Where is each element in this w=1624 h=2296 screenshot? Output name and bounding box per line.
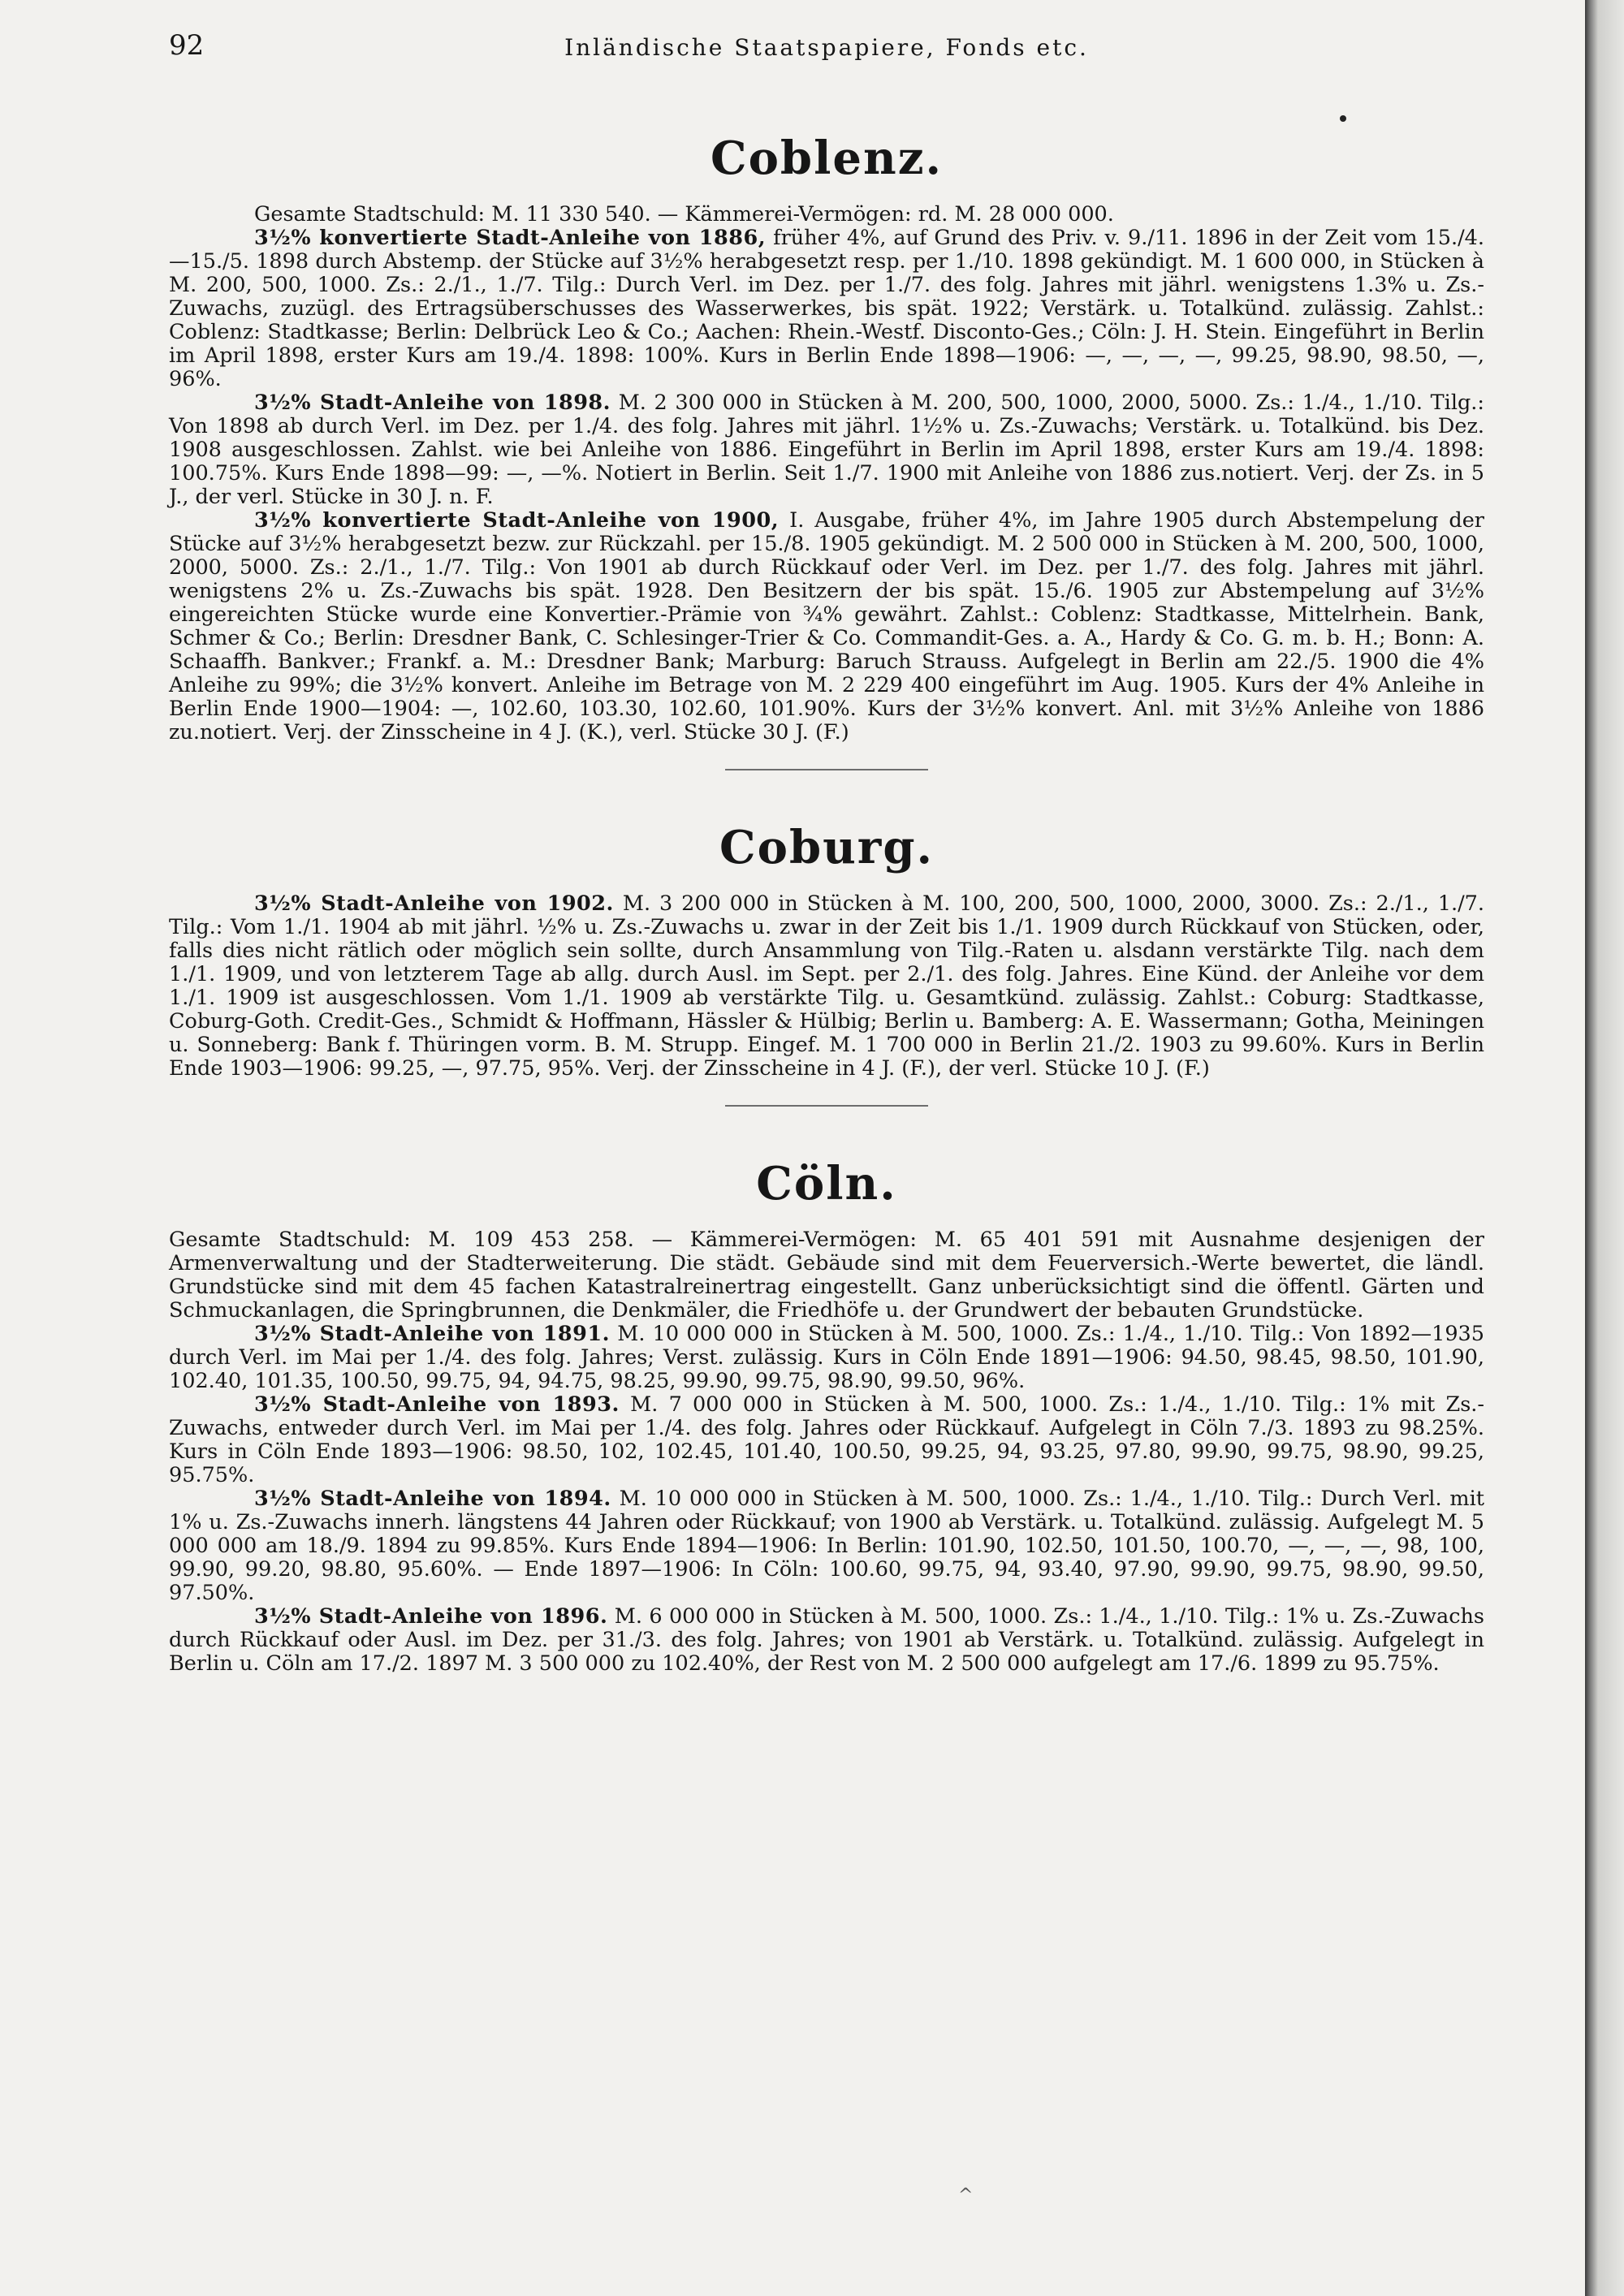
city-title-coeln: Cöln.: [756, 1157, 897, 1211]
loan-entry: [169, 1487, 1484, 1605]
running-title: Inländische Staatspapiere, Fonds etc.: [564, 34, 1089, 61]
loan-text: M. 10 000 000 in Stücken à M. 500, 1000. Zs.: 1./4., 1./10. Tilg.: Durch Verl. mit 1% u. Zs.-Zuwachs innerh. längstens 44 Jahren oder Rückkauf; von 1900 ab Verstärk. u. Totalkünd. zulässig. Aufgelegt M. 5 000 000 am 18./9. 1894 zu 99.85%. Kurs Ende 1894—1906: In Berlin: 101.90, 102.50, 101.50, 100.70, —, —, —, 98, 100, 99.90, 99.20, 98.80, 95.60%. — Ende 1897—1906: In Cöln: 100.60, 99.75, 94, 93.40, 97.90, 99.90, 99.75, 98.90, 99.50, 97.50%.: [169, 1487, 1485, 1605]
running-header: [169, 24, 1484, 73]
loan-text: M. 7 000 000 in Stücken à M. 500, 1000. Zs.: 1./4., 1./10. Tilg.: 1% mit Zs.-Zuwachs, entweder durch Verl. im Mai per 1./4. des folg. Jahres oder Rückkauf. Aufgelegt in Cöln 7./3. 1893 zu 98.25%. Kurs in Cöln Ende 1893—1906: 98.50, 102, 102.45, 101.40, 100.50, 99.25, 94, 93.25, 97.80, 99.90, 99.75, 98.90, 99.25, 95.75%.: [169, 1392, 1484, 1487]
page-number: 92: [169, 29, 205, 62]
loan-text: M. 6 000 000 in Stücken à M. 500, 1000. Zs.: 1./4., 1./10. Tilg.: 1% u. Zs.-Zuwachs durch Rückkauf oder Ausl. im Dez. per 31./3. des folg. Jahres; von 1901 ab Verstärk. u. Totalkünd. zulässig. Aufgelegt in Berlin u. Cöln am 17./2. 1897 M. 3 500 000 zu 102.40%, der Rest von M. 2 500 000 aufgelegt am 17./6. 1899 zu 95.75%.: [169, 1604, 1485, 1676]
loan-heading: 3½% Stadt-Anleihe von 1894.: [254, 1487, 611, 1511]
city-title-coblenz: Coblenz.: [710, 132, 943, 185]
loan-entry: [169, 1605, 1484, 1676]
loan-text: früher 4%, auf Grund des Priv. v. 9./11. 1896 in der Zeit vom 15./4.—15./5. 1898 durch Abstemp. der Stücke auf 3½% herabgesetzt resp. per 1./10. 1898 gekündigt. M. 1 600 000, in Stücken à M. 200, 500, 1000. Zs.: 2./1., 1./7. Tilg.: Durch Verl. im Dez. per 1./7. des folg. Jahres mit jährl. wenigstens 1.3% u. Zs.-Zuwachs, zuzügl. des Ertragsüberschusses des Wasserwerkes, bis spät. 1922; Verstärk. u. Totalkünd. zulässig. Zahlst.: Coblenz: Stadtkasse; Berlin: Delbrück Leo & Co.; Aachen: Rhein.-Westf. Disconto-Ges.; Cöln: J. H. Stein. Eingeführt in Berlin im April 1898, erster Kurs am 19./4. 1898: 100%. Kurs in Berlin Ende 1898—1906: —, —, —, —, 99.25, 98.90, 98.50, —, 96%.: [169, 226, 1484, 391]
loan-text: M. 10 000 000 in Stücken à M. 500, 1000. Zs.: 1./4., 1./10. Tilg.: Von 1892—1935 durch Verl. im Mai per 1./4. des folg. Jahres; Verst. zulässig. Kurs in Cöln Ende 1891—1906: 94.50, 98.45, 98.50, 101.90, 102.40, 101.35, 100.50, 99.75, 94, 94.75, 98.25, 99.90, 99.75, 98.90, 99.50, 96%.: [169, 1322, 1484, 1393]
city-title-coburg: Coburg.: [719, 821, 934, 874]
loan-text: M. 3 200 000 in Stücken à M. 100, 200, 500, 1000, 2000, 3000. Zs.: 2./1., 1./7. Tilg.: Vom 1./1. 1904 ab mit jährl. ½% u. Zs.-Zuwachs u. zwar in der Zeit bis 1./1. 1909 durch Rückkauf von Stücken, oder, falls dies nicht rätlich oder möglich sein sollte, durch Ansammlung von Tilg.-Raten u. alsdann verstärkte Tilg. nach dem 1./1. 1909, und von letzterem Tage ab allg. durch Ausl. im Sept. per 2./1. des folg. Jahres. Eine Künd. der Anleihe vor dem 1./1. 1909 ist ausgeschlossen. Vom 1./1. 1909 ab verstärkte Tilg. u. Gesamtkünd. zulässig. Zahlst.: Coburg: Stadtkasse, Coburg-Goth. Credit-Ges., Schmidt & Hoffmann, Hässler & Hülbig; Berlin u. Bamberg: A. E. Wassermann; Gotha, Meiningen u. Sonneberg: Bank f. Thüringen vorm. B. M. Strupp. Eingef. M. 1 700 000 in Berlin 21./2. 1903 zu 99.60%. Kurs in Berlin Ende 1903—1906: 99.25, —, 97.75, 95%. Verj. der Zinsscheine in 4 J. (F.), der verl. Stücke 10 J. (F.): [169, 891, 1484, 1081]
section-coblenz: [169, 132, 1484, 770]
loan-entry: [169, 227, 1484, 391]
loan-entry: [169, 391, 1484, 509]
coblenz-intro: Gesamte Stadtschuld: M. 11 330 540. — Kämmerei-Vermögen: rd. M. 28 000 000.: [254, 202, 1114, 227]
scan-edge-shadow: [1585, 0, 1624, 2296]
scan-mark: ^: [958, 2186, 974, 2206]
loan-heading: 3½% konvertierte Stadt-Anleihe von 1900,: [254, 508, 780, 533]
loan-heading: 3½% konvertierte Stadt-Anleihe von 1886,: [254, 226, 767, 250]
loan-heading: 3½% Stadt-Anleihe von 1902.: [254, 891, 614, 916]
loan-entry: [169, 1393, 1484, 1487]
loan-heading: 3½% Stadt-Anleihe von 1893.: [254, 1392, 620, 1417]
loan-entry: [169, 892, 1484, 1081]
loan-text: I. Ausgabe, früher 4%, im Jahre 1905 durch Abstempelung der Stücke auf 3½% herabgesetzt bezw. zur Rückzahl. per 15./8. 1905 gekündigt. M. 2 500 000 in Stücken à M. 200, 500, 1000, 2000, 5000. Zs.: 2./1., 1./7. Tilg.: Von 1901 ab durch Rückkauf oder Verl. im Dez. per 1./7. des folg. Jahres mit jährl. wenigstens 2% u. Zs.-Zuwachs bis spät. 1928. Den Besitzern der bis spät. 15./6. 1905 zur Abstempelung auf 3½% eingereichten Stücke wurde eine Konvertier.-Prämie von ¾% gewährt. Zahlst.: Coblenz: Stadtkasse, Mittelrhein. Bank, Schmer & Co.; Berlin: Dresdner Bank, C. Schlesinger-Trier & Co. Commandit-Ges. a. A., Hardy & Co. G. m. b. H.; Bonn: A. Schaaffh. Bankver.; Frankf. a. M.: Dresdner Bank; Marburg: Baruch Strauss. Aufgelegt in Berlin am 22./5. 1900 die 4% Anleihe zu 99%; die 3½% konvert. Anleihe im Betrage von M. 2 229 400 eingeführt im Aug. 1905. Kurs der 4% Anleihe in Berlin Ende 1900—1904: —, 102.60, 103.30, 102.60, 101.90%. Kurs der 3½% konvert. Anl. mit 3½% Anleihe von 1886 zu.notiert. Verj. der Zinsscheine in 4 J. (K.), verl. Stücke 30 J. (F.): [169, 508, 1484, 744]
loan-text: M. 2 300 000 in Stücken à M. 200, 500, 1000, 2000, 5000. Zs.: 1./4., 1./10. Tilg.: Von 1898 ab durch Verl. im Dez. per 1./4. des folg. Jahres mit jährl. 1½% u. Zs.-Zuwachs; Verstärk. u. Totalkünd. bis Dez. 1908 ausgeschlossen. Zahlst. wie bei Anleihe von 1886. Eingeführt in Berlin im April 1898, erster Kurs am 19./4. 1898: 100.75%. Kurs Ende 1898—99: —, —%. Notiert in Berlin. Seit 1./7. 1900 mit Anleihe von 1886 zus.notiert. Verj. der Zs. in 5 J., der verl. Stücke in 30 J. n. F.: [169, 391, 1485, 509]
loan-entry: [169, 509, 1484, 744]
section-coburg: [169, 821, 1484, 1107]
loan-heading: 3½% Stadt-Anleihe von 1896.: [254, 1604, 608, 1629]
loan-heading: 3½% Stadt-Anleihe von 1891.: [254, 1322, 610, 1346]
text-block: [169, 24, 1484, 1676]
section-divider: [725, 769, 928, 770]
section-divider: [725, 1105, 928, 1107]
loan-heading: 3½% Stadt-Anleihe von 1898.: [254, 391, 611, 415]
loan-entry: [169, 1323, 1484, 1393]
coeln-intro: Gesamte Stadtschuld: M. 109 453 258. — Kämmerei-Vermögen: M. 65 401 591 mit Ausnahme desjenigen der Armenverwaltung und der Stadterweiterung. Die städt. Gebäude sind mit dem Feuerversich.-Werte bewertet, die ländl. Grundstücke sind mit dem 45 fachen Katastralreinertrag eingestellt. Ganz unberücksichtigt sind die öffentl. Gärten und Schmuckanlagen, die Springbrunnen, die Denkmäler, die Friedhöfe u. der Grundwert der bebauten Grundstücke.: [169, 1228, 1484, 1323]
section-coeln: [169, 1157, 1484, 1676]
